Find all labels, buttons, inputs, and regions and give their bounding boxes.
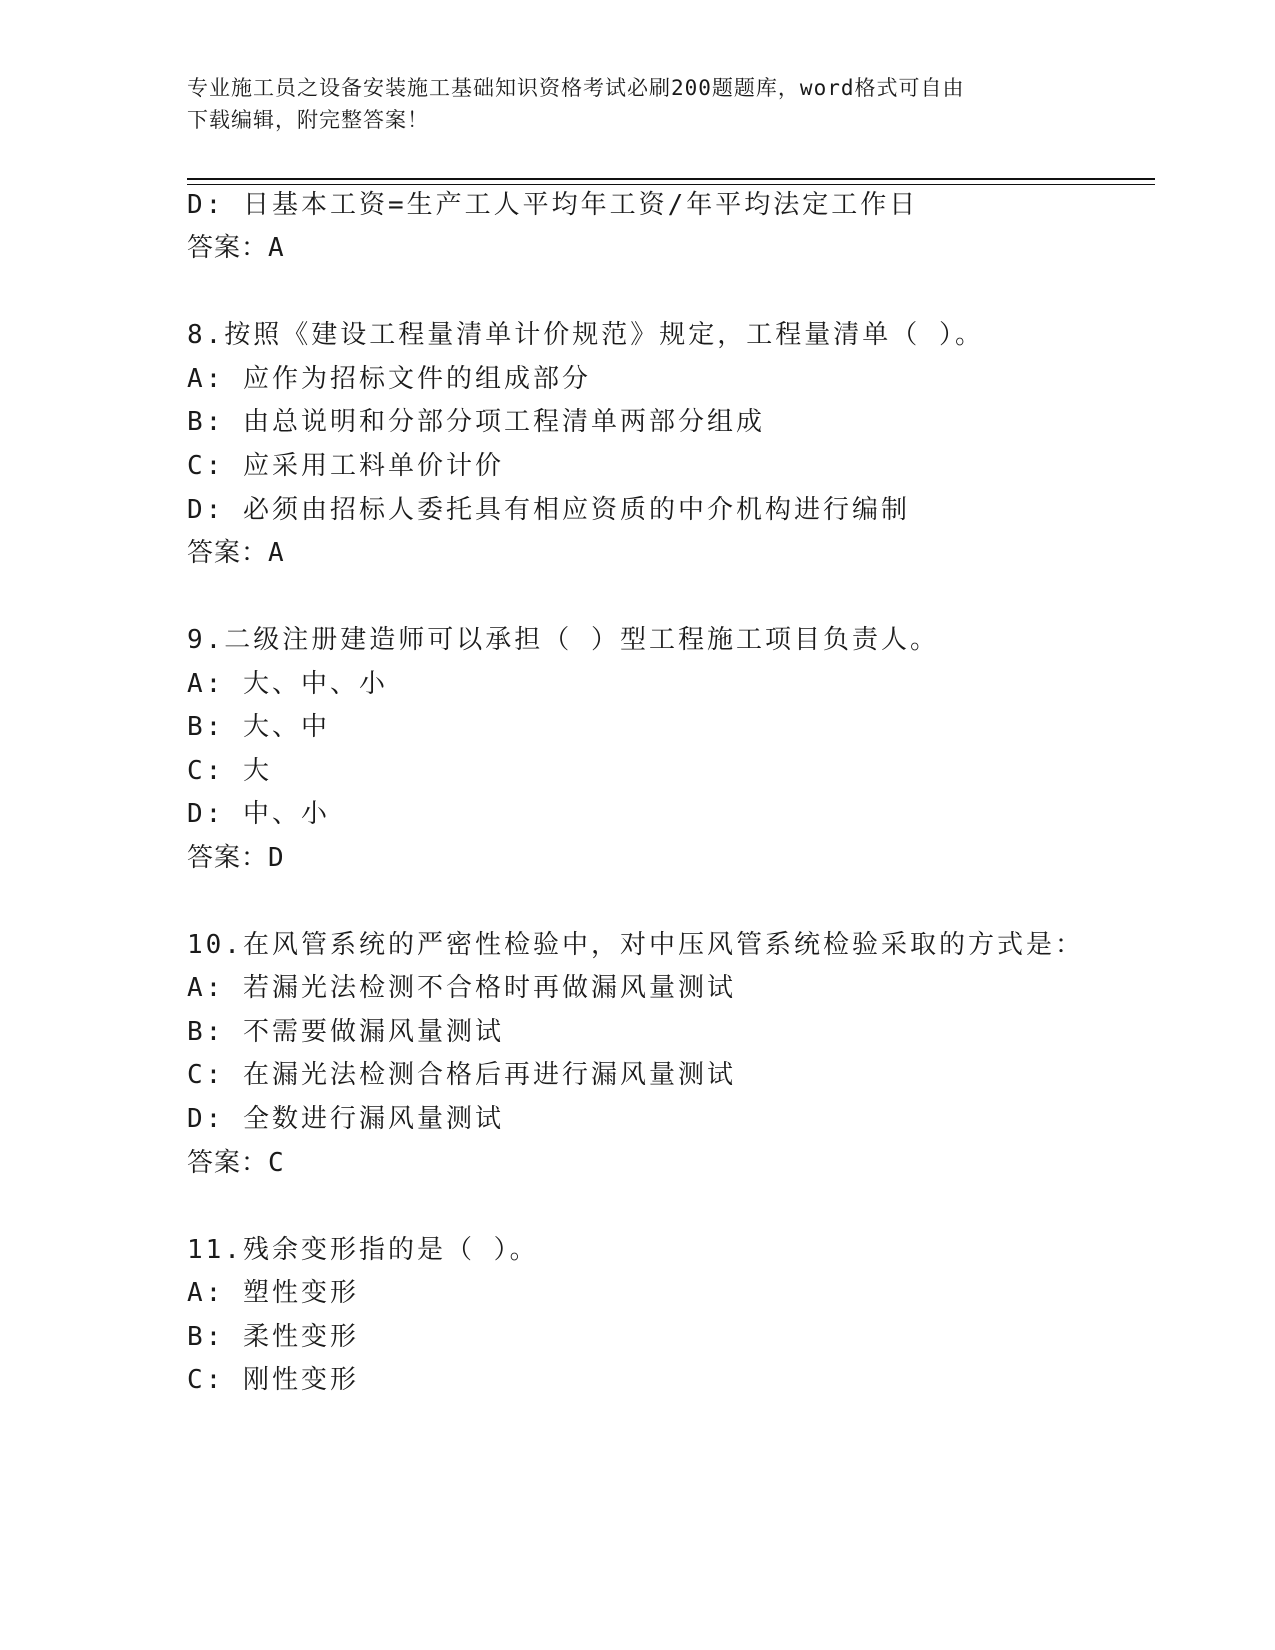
question-stem: 11.残余变形指的是（ ）。: [187, 1235, 539, 1265]
question-answer: [187, 841, 285, 875]
question-stem: 8.按照《建设工程量清单计价规范》规定，工程量清单（ ）。: [187, 320, 984, 350]
option-c: C: 刚性变形: [187, 1365, 359, 1395]
prev-answer: [187, 231, 285, 265]
answer-label: 答案：: [187, 843, 269, 873]
question-answer: [187, 536, 285, 570]
answer-value: C: [268, 1148, 285, 1178]
header-line-1: 专业施工员之设备安装施工基础知识资格考试必刷200题题库，word格式可自由: [187, 76, 965, 100]
option-b: B: 大、中: [187, 712, 330, 742]
option-b: B: 柔性变形: [187, 1322, 359, 1352]
question-answer: [187, 1146, 285, 1180]
option-b: B: 由总说明和分部分项工程清单两部分组成: [187, 407, 765, 437]
option-c: C: 大: [187, 756, 272, 786]
option-c: C: 在漏光法检测合格后再进行漏风量测试: [187, 1060, 736, 1090]
answer-value: A: [268, 538, 285, 568]
option-d: D: 中、小: [187, 799, 330, 829]
option-a: A: 塑性变形: [187, 1278, 359, 1308]
option-a: A: 应作为招标文件的组成部分: [187, 364, 591, 394]
document-header: [187, 72, 1087, 136]
option-a: A: 若漏光法检测不合格时再做漏风量测试: [187, 973, 736, 1003]
answer-label: 答案：: [187, 538, 269, 568]
answer-value: A: [268, 233, 285, 263]
header-line-2: 下载编辑，附完整答案！: [187, 108, 429, 132]
answer-label: 答案：: [187, 233, 269, 263]
option-c: C: 应采用工料单价计价: [187, 451, 504, 481]
answer-value: D: [268, 843, 285, 873]
header-divider: [187, 178, 1155, 180]
option-d: D: 必须由招标人委托具有相应资质的中介机构进行编制: [187, 495, 910, 525]
question-stem: 10.在风管系统的严密性检验中，对中压风管系统检验采取的方式是：: [187, 930, 1084, 960]
prev-option-d: D: 日基本工资=生产工人平均年工资/年平均法定工作日: [187, 190, 919, 220]
option-d: D: 全数进行漏风量测试: [187, 1104, 504, 1134]
option-a: A: 大、中、小: [187, 669, 388, 699]
option-b: B: 不需要做漏风量测试: [187, 1017, 504, 1047]
question-stem: 9.二级注册建造师可以承担（ ）型工程施工项目负责人。: [187, 625, 939, 655]
answer-label: 答案：: [187, 1148, 269, 1178]
header-divider-thin: [187, 184, 1155, 185]
